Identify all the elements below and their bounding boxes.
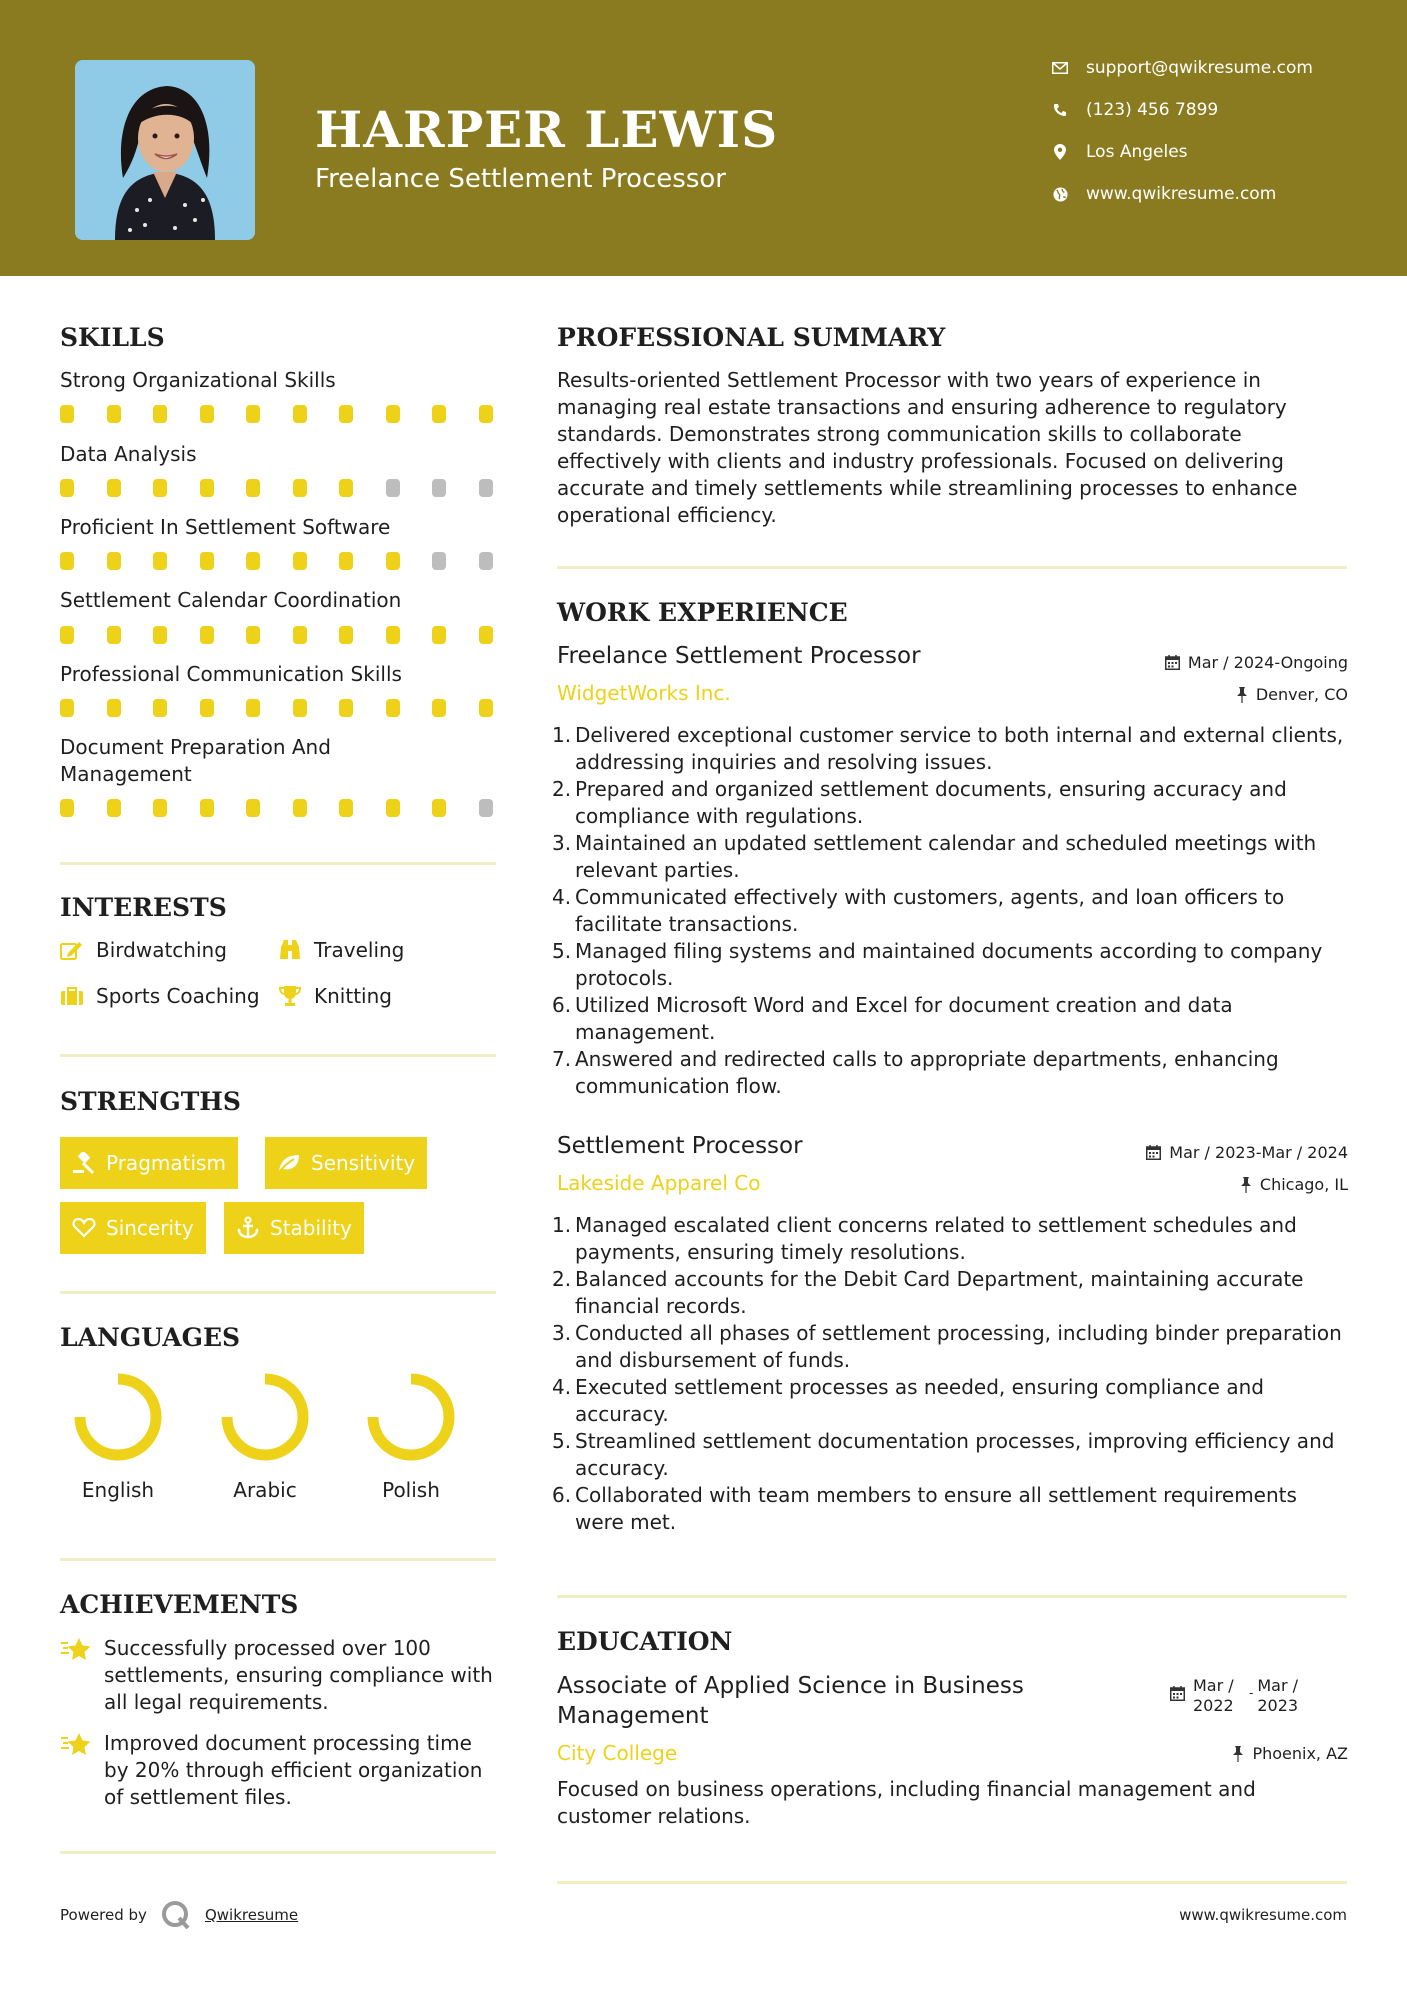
- section-divider: [60, 1851, 496, 1854]
- heart-icon: [72, 1218, 96, 1238]
- strength-badge: [60, 1137, 238, 1189]
- phone-icon: [1050, 100, 1070, 120]
- skill-dot: [200, 405, 214, 423]
- job-dates: [1146, 1143, 1348, 1162]
- globe-icon: [1050, 184, 1070, 204]
- section-divider: [557, 1595, 1347, 1598]
- language-ring: [356, 1370, 466, 1470]
- contact-website-text: www.qwikresume.com: [1086, 184, 1277, 204]
- skill-rating: [60, 799, 500, 817]
- education-location: [1232, 1744, 1348, 1763]
- strength-label: Stability: [270, 1216, 352, 1240]
- skill-dot: [339, 552, 353, 570]
- interests-heading: INTERESTS: [60, 893, 227, 922]
- job-bullet: Managed escalated client concerns related to settlement schedules and payments, ensuring timely resolutions.: [575, 1213, 1297, 1264]
- skill-dot: [60, 626, 74, 644]
- achievement-text: Improved document processing time by 20% through efficient organization of settlement files.: [104, 1731, 483, 1809]
- strength-badge: [60, 1202, 206, 1254]
- job-bullet: Conducted all phases of settlement processing, including binder preparation and disbursement of funds.: [575, 1321, 1342, 1372]
- profile-photo: [75, 60, 255, 240]
- job-bullet: Executed settlement processes as needed, ensuring compliance and accuracy.: [575, 1375, 1264, 1426]
- skill-dot: [60, 552, 74, 570]
- skill-dot: [246, 699, 260, 717]
- skill-dot: [432, 799, 446, 817]
- skill-dot: [386, 699, 400, 717]
- skill-dot: [386, 552, 400, 570]
- interest-item: [278, 984, 392, 1008]
- achievement-item: [60, 1730, 500, 1811]
- language-item: [356, 1370, 466, 1502]
- job-dates-text: Mar / 2024-Ongoing: [1187, 653, 1348, 672]
- skill-name: Professional Communication Skills: [60, 662, 402, 686]
- achievement-text: Successfully processed over 100 settlements, ensuring compliance with all legal requirements.: [104, 1636, 493, 1714]
- skill-dot: [60, 405, 74, 423]
- skill-rating: [60, 699, 500, 717]
- skill-dot: [246, 552, 260, 570]
- skill-dot: [200, 552, 214, 570]
- language-progress-arc: [80, 1379, 156, 1455]
- school-name: City College: [557, 1741, 678, 1765]
- skill-name: Document Preparation And Management: [60, 735, 331, 786]
- qwikresume-link[interactable]: Qwikresume: [204, 1906, 299, 1924]
- pushpin-icon: [1240, 1177, 1252, 1193]
- education-end: Mar / 2023: [1257, 1676, 1299, 1715]
- star-icon: [60, 1637, 92, 1663]
- pushpin-icon: [1232, 1746, 1244, 1762]
- contact-location: [1050, 142, 1188, 162]
- resume-header: [0, 0, 1407, 276]
- interest-item: [278, 938, 404, 962]
- skill-dot: [432, 699, 446, 717]
- strength-label: Sensitivity: [311, 1151, 416, 1175]
- skill-dot: [479, 552, 493, 570]
- skill-dot: [153, 479, 167, 497]
- language-progress-arc: [373, 1379, 449, 1455]
- languages-heading: LANGUAGES: [60, 1323, 241, 1352]
- skill-dot: [339, 479, 353, 497]
- anchor-icon: [236, 1216, 260, 1240]
- leaf-icon: [277, 1153, 301, 1173]
- strength-badge: [265, 1137, 427, 1189]
- skill-dot: [479, 626, 493, 644]
- contact-location-text: Los Angeles: [1086, 142, 1188, 162]
- education-heading: EDUCATION: [557, 1627, 733, 1656]
- skill-dot: [386, 479, 400, 497]
- job-bullet: Answered and redirected calls to appropriate departments, enhancing communication flow.: [575, 1047, 1279, 1098]
- skill-dot: [293, 626, 307, 644]
- job-bullet: Streamlined settlement documentation processes, improving efficiency and accuracy.: [575, 1429, 1335, 1480]
- education-date-dash: -: [1249, 1686, 1254, 1700]
- job-location-text: Denver, CO: [1255, 685, 1348, 704]
- achievement-item: [60, 1635, 500, 1716]
- education-location-text: Phoenix, AZ: [1252, 1744, 1348, 1763]
- skill-dot: [153, 799, 167, 817]
- interest-label: Knitting: [314, 984, 392, 1008]
- skill-dot: [432, 626, 446, 644]
- skill-dot: [107, 479, 121, 497]
- interest-label: Sports Coaching: [96, 984, 260, 1008]
- candidate-title: Freelance Settlement Processor: [315, 164, 726, 194]
- skill-dot: [386, 405, 400, 423]
- skill-dot: [432, 479, 446, 497]
- contact-website[interactable]: [1050, 184, 1276, 204]
- skill-rating: [60, 626, 500, 644]
- skill-name: Strong Organizational Skills: [60, 368, 336, 392]
- job-bullet: Maintained an updated settlement calendar and scheduled meetings with relevant parties.: [575, 831, 1317, 882]
- job-bullet: Collaborated with team members to ensure all settlement requirements were met.: [575, 1483, 1297, 1534]
- skill-dot: [293, 479, 307, 497]
- skill-name: Proficient In Settlement Software: [60, 515, 391, 539]
- achievements-heading: ACHIEVEMENTS: [60, 1590, 299, 1619]
- pushpin-icon: [1236, 687, 1248, 703]
- education-start: Mar / 2022: [1193, 1676, 1234, 1715]
- skill-name: Data Analysis: [60, 442, 197, 466]
- skill-dot: [339, 405, 353, 423]
- skill-dot: [60, 699, 74, 717]
- skill-dot: [293, 799, 307, 817]
- section-divider: [60, 1054, 496, 1057]
- job-dates-text: Mar / 2023-Mar / 2024: [1169, 1143, 1348, 1162]
- skills-heading: SKILLS: [60, 323, 165, 352]
- strengths-heading: STRENGTHS: [60, 1087, 241, 1116]
- education-description: Focused on business operations, including financial management and customer relations.: [557, 1777, 1256, 1828]
- skill-dot: [153, 699, 167, 717]
- skill-dot: [432, 552, 446, 570]
- skill-dot: [246, 626, 260, 644]
- envelope-icon: [1050, 58, 1070, 78]
- skill-dot: [60, 479, 74, 497]
- skill-dot: [479, 799, 493, 817]
- skill-rating: [60, 479, 500, 497]
- interest-item: [60, 938, 227, 962]
- star-icon: [60, 1732, 92, 1758]
- language-progress-arc: [227, 1379, 303, 1455]
- skill-dot: [107, 799, 121, 817]
- edit-icon: [60, 940, 84, 960]
- skill-dot: [200, 799, 214, 817]
- powered-by: [60, 1900, 298, 1930]
- job-title: Freelance Settlement Processor: [557, 643, 921, 669]
- skill-dot: [200, 479, 214, 497]
- education-dates: [1170, 1676, 1305, 1716]
- skill-dot: [479, 699, 493, 717]
- skill-dot: [107, 405, 121, 423]
- job-title: Settlement Processor: [557, 1133, 803, 1159]
- language-label: Polish: [382, 1478, 440, 1502]
- skill-dot: [60, 799, 74, 817]
- skill-dot: [432, 405, 446, 423]
- skill-dot: [479, 479, 493, 497]
- calendar-icon: [1170, 1686, 1185, 1701]
- job-bullets: [557, 1212, 1347, 1536]
- job-bullet: Utilized Microsoft Word and Excel for document creation and data management.: [575, 993, 1233, 1044]
- language-label: English: [81, 1478, 155, 1502]
- skill-dot: [153, 552, 167, 570]
- skill-rating: [60, 552, 500, 570]
- calendar-icon: [1146, 1145, 1161, 1160]
- strength-label: Pragmatism: [106, 1151, 226, 1175]
- skill-dot: [200, 699, 214, 717]
- language-ring: [210, 1370, 320, 1470]
- language-ring: [63, 1370, 173, 1470]
- calendar-icon: [1165, 655, 1180, 670]
- section-divider: [60, 1558, 496, 1561]
- job-bullet: Managed filing systems and maintained documents according to company protocols.: [575, 939, 1323, 990]
- job-bullets: [557, 722, 1347, 1100]
- skill-dot: [200, 626, 214, 644]
- interest-item: [60, 984, 260, 1008]
- skill-name: Settlement Calendar Coordination: [60, 588, 402, 612]
- contact-phone[interactable]: [1050, 100, 1218, 120]
- strength-label: Sincerity: [106, 1216, 194, 1240]
- contact-phone-text: (123) 456 7899: [1086, 100, 1219, 120]
- section-divider: [60, 1291, 496, 1294]
- interest-label: Traveling: [314, 938, 405, 962]
- contact-email-text: support@qwikresume.com: [1086, 58, 1313, 78]
- language-item: [210, 1370, 320, 1502]
- skill-dot: [386, 626, 400, 644]
- skill-dot: [107, 626, 121, 644]
- skill-dot: [293, 552, 307, 570]
- job-bullet: Prepared and organized settlement documents, ensuring accuracy and compliance with regulations.: [575, 777, 1287, 828]
- skill-dot: [153, 405, 167, 423]
- section-divider: [60, 862, 496, 865]
- company-name: WidgetWorks Inc.: [557, 681, 731, 705]
- interest-label: Birdwatching: [96, 938, 227, 962]
- skill-dot: [246, 799, 260, 817]
- strength-badge: [224, 1202, 364, 1254]
- candidate-name: HARPER LEWIS: [315, 100, 779, 159]
- map-marker-icon: [1050, 142, 1070, 162]
- trophy-icon: [278, 985, 302, 1007]
- job-location: [1236, 685, 1348, 704]
- skill-dot: [153, 626, 167, 644]
- experience-heading: WORK EXPERIENCE: [557, 598, 848, 627]
- summary-text: Results-oriented Settlement Processor with two years of experience in managing real estate transactions and ensuring adherence to regulatory standards. Demonstrates strong communication skills to collaborate effectively with clients and industry professionals. Focused on delivering accurate and timely settlements while streamlining processes to enhance operational efficiency.: [557, 368, 1298, 527]
- skill-dot: [107, 552, 121, 570]
- skill-dot: [246, 479, 260, 497]
- powered-by-text: Powered by: [60, 1906, 147, 1924]
- skill-rating: [60, 405, 500, 423]
- gavel-icon: [72, 1152, 96, 1174]
- briefcase-icon: [60, 986, 84, 1006]
- job-location-text: Chicago, IL: [1259, 1175, 1348, 1194]
- section-divider: [557, 1881, 1347, 1884]
- skill-dot: [293, 405, 307, 423]
- skill-dot: [107, 699, 121, 717]
- skill-dot: [339, 626, 353, 644]
- job-bullet: Balanced accounts for the Debit Card Department, maintaining accurate financial records.: [575, 1267, 1304, 1318]
- skill-dot: [293, 699, 307, 717]
- skill-dot: [386, 799, 400, 817]
- qwikresume-logo-icon: [161, 1900, 191, 1930]
- skill-dot: [246, 405, 260, 423]
- section-divider: [557, 566, 1347, 569]
- summary-heading: PROFESSIONAL SUMMARY: [557, 323, 946, 352]
- company-name: Lakeside Apparel Co: [557, 1171, 761, 1195]
- job-bullet: Communicated effectively with customers, agents, and loan officers to facilitate transactions.: [575, 885, 1285, 936]
- skill-dot: [339, 699, 353, 717]
- job-location: [1240, 1175, 1348, 1194]
- job-dates: [1165, 653, 1348, 672]
- contact-email[interactable]: [1050, 58, 1313, 78]
- language-label: Arabic: [233, 1478, 297, 1502]
- skill-dot: [479, 405, 493, 423]
- portrait-illustration: [75, 60, 255, 240]
- binoculars-icon: [278, 939, 302, 961]
- job-bullet: Delivered exceptional customer service to both internal and external clients, addressing inquiries and resolving issues.: [575, 723, 1344, 774]
- degree-title: Associate of Applied Science in Business Management: [557, 1673, 1024, 1729]
- skill-dot: [339, 799, 353, 817]
- footer-website[interactable]: www.qwikresume.com: [1179, 1906, 1347, 1924]
- language-item: [63, 1370, 173, 1502]
